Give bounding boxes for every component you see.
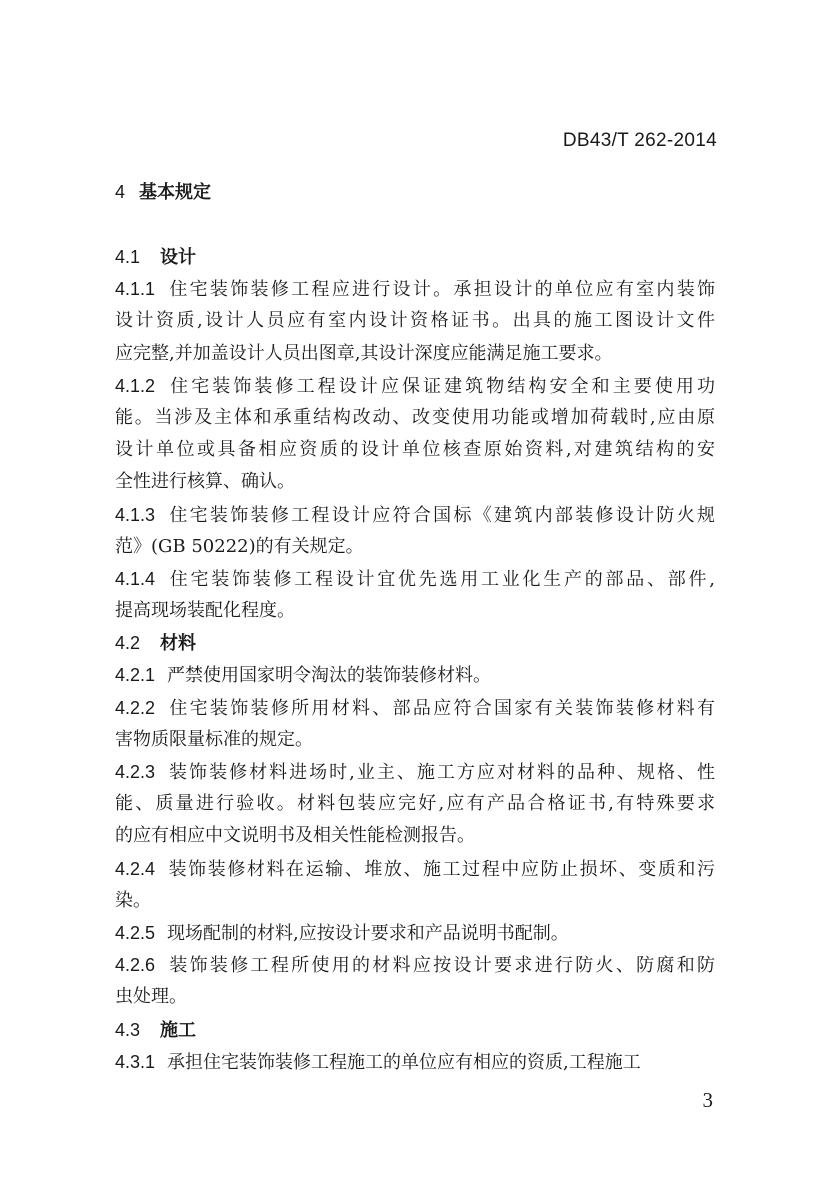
clause-number: 4.1.2 xyxy=(115,375,156,396)
clause-number: 4.2.1 xyxy=(115,665,156,686)
clause-line xyxy=(115,563,715,595)
clause-text: 提高现场装配化程度。 xyxy=(115,600,295,622)
section-title: 设计 xyxy=(160,247,197,268)
clause-line xyxy=(115,305,715,337)
clause-number: 4.1.1 xyxy=(115,279,156,300)
clause-number: 4.2.2 xyxy=(115,697,156,718)
clause-line xyxy=(115,756,715,788)
clause-text: 住宅装饰装修工程应进行设计。承担设计的单位应有室内装饰 xyxy=(167,279,715,301)
clause-text: 现场配制的材料,应按设计要求和产品说明书配制。 xyxy=(167,922,569,944)
section-title: 材料 xyxy=(160,633,197,655)
chapter-number: 4 xyxy=(115,182,126,202)
clause-line xyxy=(115,917,715,949)
clause-text: 范》(GB 50222)的有关规定。 xyxy=(115,535,364,557)
clause-number: 4.2.5 xyxy=(115,922,156,943)
clause-number: 4.2.3 xyxy=(115,762,156,782)
section-heading xyxy=(115,627,715,659)
clause-number: 4.3.1 xyxy=(115,1051,156,1072)
clause-line xyxy=(115,659,715,691)
clause-text: 装饰装修材料在运输、堆放、施工过程中应防止损坏、变质和污 xyxy=(167,858,715,880)
clause-line xyxy=(115,273,715,305)
clause-text: 染。 xyxy=(115,889,151,911)
clause-line xyxy=(115,788,715,820)
clause-number: 4.1.3 xyxy=(115,504,156,525)
clause-text: 装饰装修工程所使用的材料应按设计要求进行防火、防腐和防 xyxy=(167,955,715,977)
section-number: 4.3 xyxy=(115,1019,141,1040)
clause-number: 4.2.6 xyxy=(115,955,156,976)
clause-line xyxy=(115,595,715,627)
section-number: 4.1 xyxy=(115,247,141,267)
section-number: 4.2 xyxy=(115,633,141,654)
page-number: 3 xyxy=(702,1088,713,1112)
clause-line xyxy=(115,466,715,498)
chapter-heading xyxy=(115,178,211,204)
clause-text: 能。当涉及主体和承重结构改动、改变使用功能或增加荷载时,应由原 xyxy=(115,406,715,428)
clause-text: 虫处理。 xyxy=(115,986,187,1008)
clause-text: 住宅装饰装修所用材料、部品应符合国家有关装饰装修材料有 xyxy=(167,697,715,719)
clause-line xyxy=(115,434,715,466)
clause-text: 住宅装饰装修工程设计应符合国标《建筑内部装修设计防火规 xyxy=(167,504,715,526)
clause-text: 设计单位或具备相应资质的设计单位核查原始资料,对建筑结构的安 xyxy=(115,439,715,461)
clause-text: 害物质限量标准的规定。 xyxy=(115,728,313,750)
clause-text: 全性进行核算、确认。 xyxy=(115,471,295,493)
document-code: DB43/T 262-2014 xyxy=(562,130,717,151)
clause-text: 能、质量进行验收。材料包装应完好,应有产品合格证书,有特殊要求 xyxy=(115,793,715,815)
section-heading xyxy=(115,241,715,273)
clause-line xyxy=(115,692,715,724)
clause-line xyxy=(115,981,715,1013)
clause-line xyxy=(115,885,715,917)
clause-text: 设计资质,设计人员应有室内设计资格证书。出具的施工图设计文件 xyxy=(115,310,715,332)
clause-text: 住宅装饰装修工程设计宜优先选用工业化生产的部品、部件, xyxy=(167,568,715,590)
clause-line xyxy=(115,853,715,885)
clause-text: 严禁使用国家明令淘汰的装饰装修材料。 xyxy=(167,665,492,687)
clause-line xyxy=(115,949,715,981)
clause-line xyxy=(115,820,715,852)
clause-line xyxy=(115,402,715,434)
document-body xyxy=(115,241,715,1078)
clause-line xyxy=(115,338,715,370)
clause-text: 的应有相应中文说明书及相关性能检测报告。 xyxy=(115,825,475,847)
chapter-title: 基本规定 xyxy=(139,182,212,203)
clause-number: 4.1.4 xyxy=(115,568,156,589)
clause-line xyxy=(115,499,715,531)
clause-text: 承担住宅装饰装修工程施工的单位应有相应的资质,工程施工 xyxy=(167,1051,641,1073)
section-heading xyxy=(115,1014,715,1046)
section-title: 施工 xyxy=(160,1019,197,1041)
clause-number: 4.2.4 xyxy=(115,858,156,879)
clause-line xyxy=(115,724,715,756)
clause-text: 应完整,并加盖设计人员出图章,其设计深度应能满足施工要求。 xyxy=(115,342,613,364)
clause-text: 装饰装修材料进场时,业主、施工方应对材料的品种、规格、性 xyxy=(167,762,715,783)
clause-line xyxy=(115,370,715,402)
clause-line xyxy=(115,1046,715,1078)
clause-line xyxy=(115,531,715,563)
clause-text: 住宅装饰装修工程设计应保证建筑物结构安全和主要使用功 xyxy=(167,375,715,397)
